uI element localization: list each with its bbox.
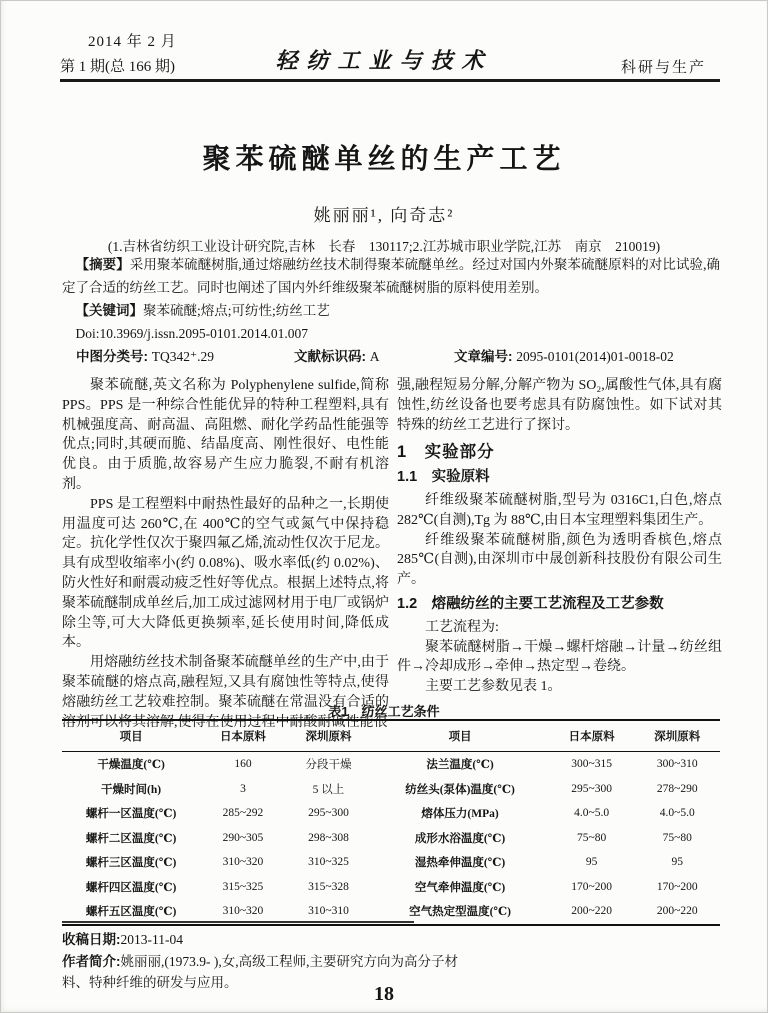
- table-cell: 干燥时间(h): [101, 783, 162, 796]
- table-cell: 300~310: [656, 758, 698, 771]
- keywords-label: 【关键词】: [75, 303, 143, 318]
- table-cell: 75~80: [577, 831, 607, 844]
- table-cell: 310~325: [308, 856, 349, 869]
- authors-line: 姚丽丽¹, 向奇志²: [313, 206, 455, 225]
- table-cell: 170~200: [656, 880, 698, 893]
- table-cell: 空气热定型温度(℃): [409, 906, 512, 919]
- table-row: [62, 826, 720, 851]
- table-cell: 290~305: [222, 831, 264, 844]
- table-cell: 295~300: [571, 782, 613, 795]
- body-column-left: [62, 376, 389, 732]
- process-flow-paragraph: 聚苯硫醚树脂→干燥→螺杆熔融→计量→纺丝组件→冷却成形→牵伸→热定型→卷绕。: [397, 639, 722, 675]
- table-cell: 310~310: [308, 905, 349, 918]
- table-row: [62, 752, 720, 777]
- body-paragraph: 纤维级聚苯硫醚树脂,型号为 0316C1,白色,熔点282℃(自测),Tg 为 88℃,由日本宝理塑料集团生产。: [397, 492, 722, 528]
- section-heading-1: 1 实验部分: [397, 443, 495, 462]
- classification-line: [62, 345, 720, 368]
- table-cell: 160: [234, 758, 252, 771]
- table-cell: 310~320: [222, 905, 264, 918]
- table-cell: 200~220: [656, 905, 698, 918]
- received-date-label: 收稿日期:: [62, 932, 121, 947]
- journal-title: 轻纺工业与技术: [275, 48, 493, 73]
- body-paragraph: 聚苯硫醚,英文名称为 Polyphenylene sulfide,简称PPS。PPS 是一种综合性能优异的特种工程塑料,具有机械强度高、耐高温、高阻燃、耐化学药品性能强等优点;同时,其硬而脆、结晶度高、刚性很好、电性能优良。由于质脆,故容易产生应力脆裂,不耐有机溶剂。: [62, 378, 389, 492]
- table-cell: 干燥温度(℃): [97, 759, 165, 772]
- keywords: [62, 299, 720, 322]
- author-bio-text: 姚丽丽,(1973.9- ),女,高级工程师,主要研究方向为高分子材料、特种纤维的研发与应用。: [62, 953, 458, 990]
- body-column-right: [397, 376, 722, 697]
- body-paragraph: 用熔融纺丝技术制备聚苯硫醚单丝的生产中,由于聚苯硫醚的熔点高,融程短,又具有腐蚀性等特点,使得熔融纺丝工艺较难控制。聚苯硫醚在常温没有合适的溶剂可以将其溶解,使得在使用过程中耐酸耐碱性能很: [62, 655, 389, 730]
- table-cell: 278~290: [656, 782, 698, 795]
- abstract-text: 采用聚苯硫醚树脂,通过熔融纺丝技术制得聚苯硫醚单丝。经过对国内外聚苯硫醚原料的对比试验,确定了合适的纺丝工艺。同时也阐述了国内外纤维级聚苯硫醚树脂的原料使用差别。: [62, 257, 721, 295]
- table-cell: 295~300: [308, 807, 349, 820]
- table-header-cell: 深圳原料: [286, 720, 372, 752]
- table-cell: 熔体压力(MPa): [421, 808, 499, 821]
- article-no-label: 文章编号:: [454, 349, 517, 364]
- section-heading-1-1: 1.1 实验原料: [397, 469, 490, 486]
- journal-section-label: 科研与生产: [620, 60, 706, 76]
- abstract-label: 【摘要】: [75, 257, 130, 272]
- article-no-value: 2095-0101(2014)01-0018-02: [516, 349, 674, 364]
- table-cell: 315~328: [308, 880, 349, 893]
- table-header-row: [62, 720, 720, 752]
- table-cell: 95: [671, 856, 683, 869]
- article-title: 聚苯硫醚单丝的生产工艺: [202, 144, 566, 175]
- table-header-cell: 项目: [371, 720, 549, 752]
- body-paragraph: 纤维级聚苯硫醚树脂,颜色为透明香槟色,熔点285℃(自测),由深圳市中晟创新科技股份有限公司生产。: [397, 532, 722, 588]
- author-bio-label: 作者简介:: [62, 953, 121, 969]
- table-cell: 4.0~5.0: [574, 807, 610, 820]
- table-cell: 纺丝头(泵体)温度(℃): [405, 783, 515, 796]
- table-cell: 湿热牵伸温度(℃): [414, 857, 506, 870]
- table-header-cell: 日本原料: [549, 720, 635, 752]
- table-row: [62, 875, 720, 900]
- table-cell: 螺杆四区温度(℃): [85, 881, 177, 894]
- keywords-text: 聚苯硫醚;熔点;可纺性;纺丝工艺: [143, 303, 330, 318]
- clc-value: TQ342⁺.29: [151, 349, 214, 364]
- article-no-pair: [454, 345, 674, 368]
- table-cell: 螺杆三区温度(℃): [85, 857, 177, 870]
- spinning-conditions-table: [62, 719, 720, 926]
- table-row: [62, 801, 720, 826]
- footnote-rule: [62, 921, 414, 923]
- table-cell: 200~220: [571, 905, 613, 918]
- clc-pair: [76, 345, 214, 368]
- issue-date: 2014 年 2 月: [88, 34, 177, 50]
- table-cell: 298~308: [308, 831, 349, 844]
- table-cell: 95: [585, 856, 598, 869]
- body-paragraph: 主要工艺参数见表 1。: [425, 679, 562, 695]
- table-cell: 螺杆五区温度(℃): [85, 906, 177, 919]
- table-header-cell: 项目: [62, 720, 200, 752]
- table-cell: 分段干燥: [305, 759, 352, 772]
- table-caption: 表1 纺丝工艺条件: [328, 704, 440, 719]
- table-cell: 4.0~5.0: [659, 807, 695, 820]
- table-cell: 成形水浴温度(℃): [414, 832, 506, 845]
- table-cell: 310~320: [222, 856, 264, 869]
- table-cell: 螺杆一区温度(℃): [85, 808, 177, 821]
- doc-code-label: 文献标识码:: [294, 349, 370, 364]
- section-heading-1-2: 1.2 熔融纺丝的主要工艺流程及工艺参数: [397, 595, 664, 612]
- table-cell: 315~325: [222, 880, 264, 893]
- table-cell: 法兰温度(℃): [426, 759, 494, 772]
- table-row: [62, 850, 720, 875]
- received-date-line: [62, 929, 458, 951]
- table-cell: 300~315: [571, 758, 613, 771]
- body-paragraph: 工艺流程为:: [425, 619, 499, 635]
- table-cell: 螺杆二区温度(℃): [85, 832, 177, 845]
- doc-code-pair: [294, 345, 380, 368]
- affiliation-line: (1.吉林省纺织工业设计研究院,吉林 长春 130117;2.江苏城市职业学院,江苏 南京 210019): [107, 239, 661, 254]
- clc-label: 中图分类号:: [76, 349, 152, 364]
- table-header-cell: 日本原料: [200, 720, 286, 752]
- body-paragraph: PPS 是工程塑料中耐热性最好的品种之一,长期使用温度可达 260℃,在 400℃的空气或氮气中保持稳定。抗化学性仅次于聚四氟乙烯,流动性仅次于尼龙。具有成型收缩率小(约 0.08%)、吸水率低(约 0.02%)、防火性好和耐震动疲乏性好等优点。根据上述特点,将聚苯硫醚制成单丝后,加工成过滤网材用于电厂或锅炉除尘等,可大大降低更换频率,延长使用时间,降低成本。: [62, 496, 389, 651]
- table-cell: 3: [240, 782, 246, 795]
- article-meta: [62, 253, 720, 368]
- page-number: 18: [374, 983, 394, 1005]
- received-date-value: 2013-11-04: [120, 932, 183, 947]
- table-cell: 170~200: [571, 880, 613, 893]
- table-cell: 5 以上: [312, 783, 345, 796]
- table-cell: 285~292: [222, 807, 264, 820]
- doc-code-value: A: [369, 349, 380, 364]
- table-row: [62, 777, 720, 802]
- table-cell: 空气牵伸温度(℃): [414, 881, 506, 894]
- table-cell: 75~80: [662, 831, 692, 844]
- issue-number: 第 1 期(总 166 期): [60, 59, 175, 75]
- header-rule: [60, 79, 720, 82]
- table-header-cell: 深圳原料: [634, 720, 720, 752]
- body-paragraph-continued: 强,融程短易分解,分解产物为 SO₂,属酸性气体,具有腐蚀性,纺丝设备也要考虑具有防腐蚀性。如下试对其特殊的纺丝工艺进行了探讨。: [397, 378, 722, 433]
- doi-line: Doi:10.3969/j.issn.2095-0101.2014.01.007: [75, 326, 309, 341]
- abstract: [62, 253, 720, 299]
